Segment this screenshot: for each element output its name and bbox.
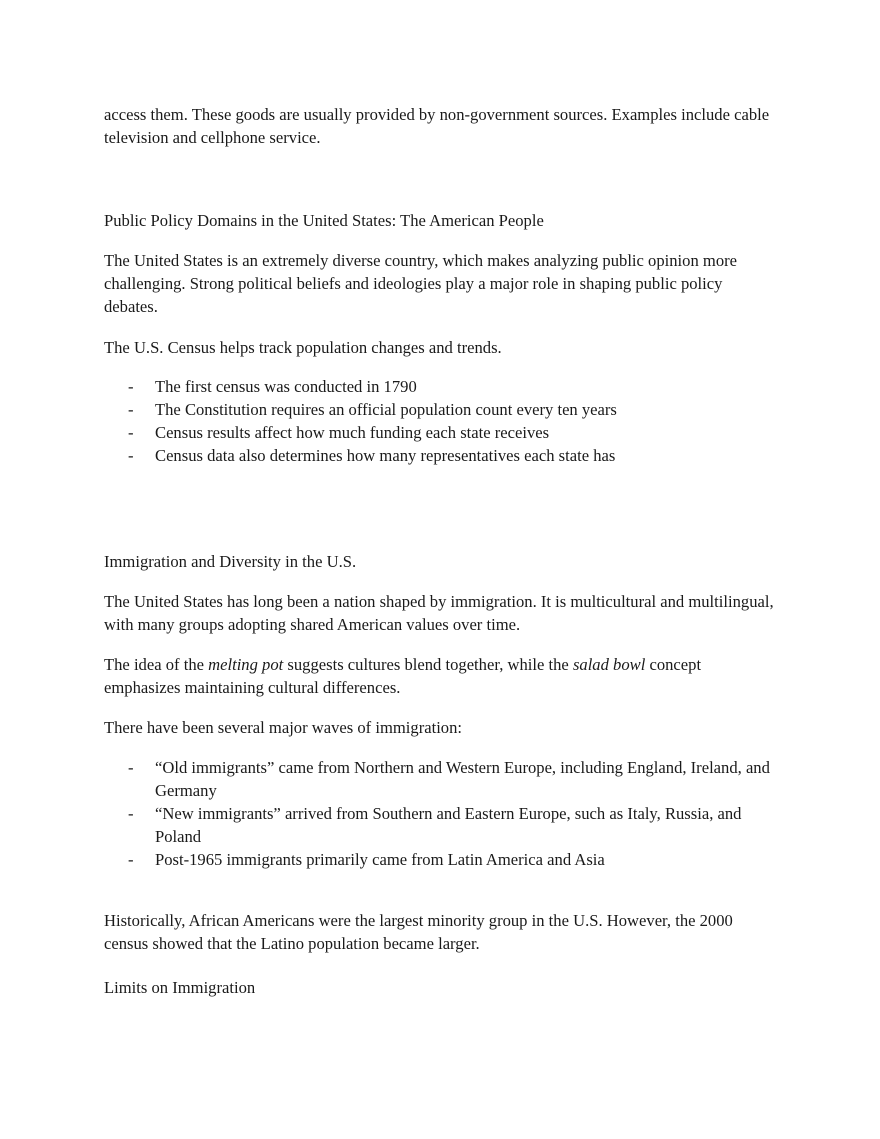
- list-item-text: “Old immigrants” came from Northern and Western Europe, including England, Ireland, and Germany: [155, 758, 770, 800]
- paragraph-melting-pot: [104, 653, 774, 699]
- text-run: concept emphasizes maintaining cultural differences.: [104, 655, 702, 697]
- paragraph-minority-groups: Historically, African Americans were the largest minority group in the U.S. However, the 2000 census showed that the Latino population became larger.: [104, 911, 733, 953]
- intro-paragraph: access them. These goods are usually provided by non-government sources. Examples include cable television and cellphone service.: [104, 105, 770, 147]
- bullet-dash: -: [128, 758, 134, 777]
- paragraph-diverse-country: The United States is an extremely diverse country, which makes analyzing public opinion more challenging. Strong political beliefs and ideologies play a major role in shaping public policy debates.: [104, 251, 738, 316]
- bullet-dash: -: [128, 446, 134, 465]
- list-item: [104, 848, 774, 871]
- list-item: [104, 802, 774, 848]
- list-item: [104, 398, 774, 421]
- list-item-text: The first census was conducted in 1790: [155, 377, 417, 396]
- italic-term-salad-bowl: salad bowl: [572, 655, 646, 674]
- list-item-text: The Constitution requires an official population count every ten years: [155, 400, 617, 419]
- italic-term-melting-pot: melting pot: [208, 655, 284, 674]
- immigration-waves-list: [104, 756, 774, 871]
- bullet-dash: -: [128, 850, 134, 869]
- list-item: [104, 444, 774, 467]
- paragraph-nation-of-immigrants: The United States has long been a nation shaped by immigration. It is multicultural and multilingual, with many groups adopting shared American values over time.: [104, 592, 774, 634]
- list-item: [104, 756, 774, 802]
- list-item-text: Census data also determines how many representatives each state has: [155, 446, 616, 465]
- census-bullet-list: [104, 375, 774, 467]
- text-run: suggests cultures blend together, while the: [283, 655, 573, 674]
- paragraph-census-intro: The U.S. Census helps track population changes and trends.: [104, 338, 502, 357]
- bullet-dash: -: [128, 804, 134, 823]
- bullet-dash: -: [128, 423, 134, 442]
- list-item-text: Post-1965 immigrants primarily came from Latin America and Asia: [155, 850, 605, 869]
- section-heading-public-policy: Public Policy Domains in the United States: The American People: [104, 211, 544, 230]
- list-item-text: Census results affect how much funding each state receives: [155, 423, 550, 442]
- bullet-dash: -: [128, 400, 134, 419]
- list-item: [104, 421, 774, 444]
- section-heading-limits: Limits on Immigration: [104, 978, 256, 997]
- bullet-dash: -: [128, 377, 134, 396]
- text-run: The idea of the: [104, 655, 209, 674]
- list-item-text: “New immigrants” arrived from Southern and Eastern Europe, such as Italy, Russia, and Poland: [155, 804, 742, 846]
- section-heading-immigration: Immigration and Diversity in the U.S.: [104, 552, 357, 571]
- paragraph-waves-intro: There have been several major waves of immigration:: [104, 718, 463, 737]
- list-item: [104, 375, 774, 398]
